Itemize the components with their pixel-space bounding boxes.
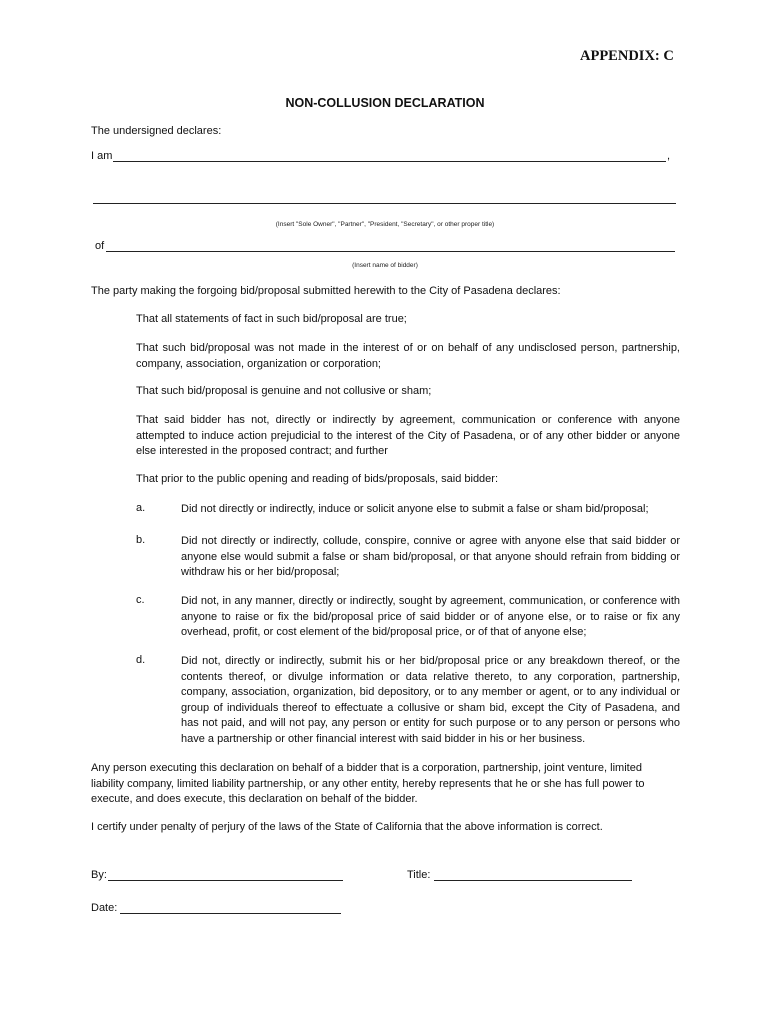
- title-label: Title:: [407, 869, 431, 881]
- party-statement: The party making the forgoing bid/proposal submitted herewith to the City of Pasadena declares:: [91, 285, 561, 297]
- appendix-label: APPENDIX: C: [580, 48, 674, 64]
- item-b-text: Did not directly or indirectly, collude, conspire, connive or agree with anyone else that said bidder or anyone else would submit a false or sham bid/proposal, or that anyone should refrain from bidding or withdraw his or her bid/proposal;: [181, 535, 680, 579]
- bidder-name-field[interactable]: [106, 251, 675, 252]
- representation-paragraph: Any person executing this declaration on behalf of a bidder that is a corporation, partnership, joint venture, limited liability company, limited liability partnership, or any other entity, hereby represents that he or she has full power to execute, and does execute, this declaration on behalf of the bidder.: [91, 762, 645, 806]
- item-c-letter: c.: [136, 594, 145, 606]
- statement-3: That such bid/proposal is genuine and not collusive or sham;: [136, 385, 432, 397]
- document-title: NON-COLLUSION DECLARATION: [285, 96, 485, 110]
- item-a-text: Did not directly or indirectly, induce or solicit anyone else to submit a false or sham bid/proposal;: [181, 503, 649, 515]
- item-c-text: Did not, in any manner, directly or indirectly, sought by agreement, communication, or conference with anyone to raise or fix the bid/proposal price of said bidder or of anyone else, or to raise or fix any overhead, profit, or cost element of the bid/proposal price, or of that of anyone else;: [181, 595, 680, 639]
- title-field[interactable]: [93, 203, 676, 204]
- date-field[interactable]: [120, 913, 341, 914]
- undersigned-text: The undersigned declares:: [91, 125, 222, 137]
- item-d-letter: d.: [136, 654, 146, 666]
- item-a-letter: a.: [136, 502, 146, 514]
- signer-title-field[interactable]: [434, 880, 632, 881]
- item-d-text: Did not, directly or indirectly, submit his or her bid/proposal price or any breakdown thereof, or the contents thereof, or divulge information or data relative thereto, to any corporation, partnership, company, association, organization, bid depository, or to any member or agent, or to any individual or group of individuals thereof to effectuate a collusive or sham bid, except the City of Pasadena, and has not paid, and will not pay, any person or entity for such purpose or to any person or persons who have a partnership or other financial interest with said bidder in his or her business.: [181, 655, 680, 745]
- of-label: of: [95, 240, 105, 252]
- bidder-field-hint: (Insert name of bidder): [352, 262, 418, 269]
- name-field-comma: ,: [667, 150, 671, 162]
- name-field[interactable]: [113, 161, 666, 162]
- statement-5: That prior to the public opening and reading of bids/proposals, said bidder:: [136, 473, 499, 485]
- by-signature-field[interactable]: [108, 880, 343, 881]
- item-b-letter: b.: [136, 534, 146, 546]
- certification-text: I certify under penalty of perjury of the laws of the State of California that the above information is correct.: [91, 821, 603, 833]
- statement-4: That said bidder has not, directly or indirectly by agreement, communication or conference with anyone attempted to induce action prejudicial to the interest of the City of Pasadena, or of any other bidder or anyone else interested in the proposed contract; and further: [136, 414, 680, 458]
- date-label: Date:: [91, 902, 118, 914]
- title-field-hint: (Insert "Sole Owner", "Partner", "President, "Secretary", or other proper title): [275, 221, 495, 228]
- statement-2: That such bid/proposal was not made in the interest of or on behalf of any undisclosed person, partnership, company, association, organization or corporation;: [136, 342, 680, 370]
- statement-1: That all statements of fact in such bid/proposal are true;: [136, 313, 407, 325]
- i-am-label: I am: [91, 150, 113, 162]
- by-label: By:: [91, 869, 107, 881]
